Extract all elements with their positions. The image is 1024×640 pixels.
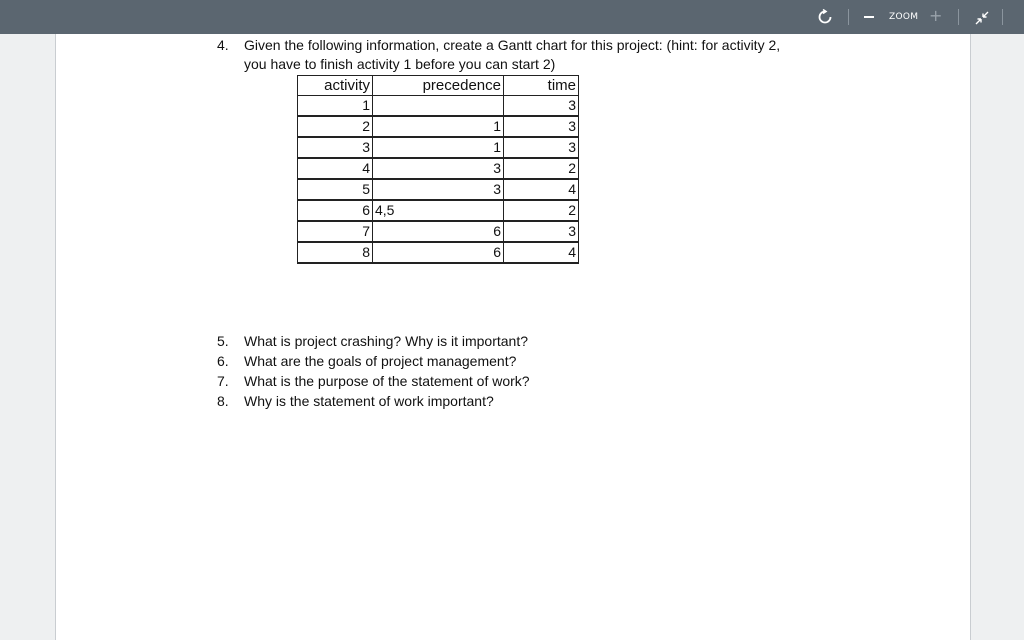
table-row [298,242,579,263]
zoom-label: ZOOM [889,12,919,22]
question-8-text: Why is the statement of work important? [244,393,494,409]
question-6-number: 6. [217,353,229,369]
cell-precedence: 4,5 [373,200,504,221]
cell-activity: 2 [298,116,373,137]
question-4-number: 4. [217,37,229,53]
header-precedence: precedence [373,76,504,96]
question-5-number: 5. [217,333,229,349]
question-4-line-2: you have to finish activity 1 before you can start 2) [244,56,556,72]
viewer-toolbar [0,0,1024,34]
header-activity: activity [298,76,373,96]
table-header-row [298,76,579,96]
zoom-out-icon[interactable] [864,16,874,18]
cell-activity: 7 [298,221,373,242]
cell-precedence: 1 [373,116,504,137]
cell-time: 3 [504,96,579,117]
table-row [298,179,579,200]
cell-precedence: 1 [373,137,504,158]
question-7-number: 7. [217,373,229,389]
cell-precedence: 3 [373,158,504,179]
rotate-icon[interactable] [816,8,834,26]
question-6-text: What are the goals of project management? [244,353,517,369]
table-row [298,158,579,179]
activity-table [297,75,579,264]
question-5-text: What is project crashing? Why is it important? [244,333,528,349]
cell-activity: 6 [298,200,373,221]
cell-time: 3 [504,137,579,158]
cell-precedence: 6 [373,221,504,242]
table-row [298,200,579,221]
question-8-number: 8. [217,393,229,409]
table-row [298,221,579,242]
toolbar-divider [1002,9,1003,25]
cell-activity: 4 [298,158,373,179]
question-7-text: What is the purpose of the statement of work? [244,373,530,389]
table-row [298,137,579,158]
cell-time: 3 [504,116,579,137]
cell-time: 2 [504,158,579,179]
cell-time: 2 [504,200,579,221]
table-row [298,96,579,117]
cell-activity: 3 [298,137,373,158]
table-row [298,116,579,137]
cell-precedence [373,96,504,117]
cell-activity: 1 [298,96,373,117]
collapse-icon[interactable] [975,10,989,24]
cell-time: 4 [504,179,579,200]
toolbar-divider [848,9,849,25]
cell-precedence: 6 [373,242,504,263]
cell-activity: 8 [298,242,373,263]
zoom-in-icon[interactable]: + [929,6,943,25]
question-4-line-1: Given the following information, create a Gantt chart for this project: (hint: for activity 2, [244,37,781,53]
cell-time: 4 [504,242,579,263]
header-time: time [504,76,579,96]
cell-activity: 5 [298,179,373,200]
cell-precedence: 3 [373,179,504,200]
cell-time: 3 [504,221,579,242]
toolbar-divider [958,9,959,25]
